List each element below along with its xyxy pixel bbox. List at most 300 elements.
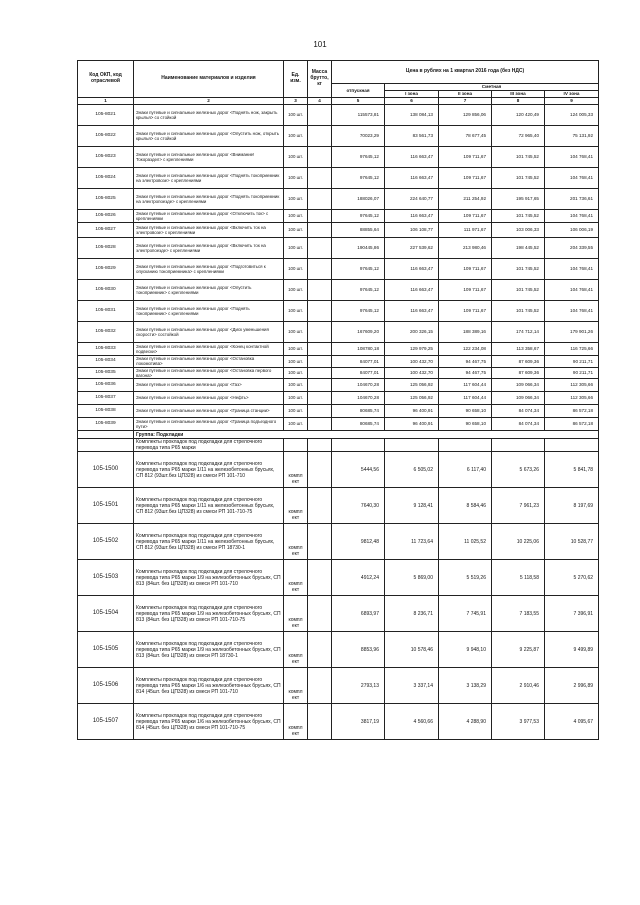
group-title: Группа: Подкладки [134,431,599,439]
price-release: 104670,28 [332,379,385,392]
price-zone-3: 2 910,46 [492,668,545,704]
table-row [78,210,599,223]
item-unit: компл ект [284,488,308,524]
table-row [78,280,599,301]
price-zone-1: 138 084,13 [385,105,439,126]
item-code: 105-8032 [78,322,134,343]
item-name: Знаки путевые и сигнальные железных дорог <Подготовиться к опусканию токоприемника> с креплениями [134,259,284,280]
column-number: 4 [308,98,332,105]
item-code: 105-8034 [78,356,134,368]
price-zone-2: 7 745,91 [439,596,492,632]
item-unit: компл ект [284,704,308,740]
group-intro: Комплекты прокладок под подкладки для стрелочного перевода типа Р65 марки [134,439,284,452]
price-zone-3: 101 745,52 [492,280,545,301]
item-code: 105-1504 [78,596,134,632]
item-name: Знаки путевые и сигнальные железных дорог <Опустить нож, открыть крылья> со стойкой [134,126,284,147]
item-mass [308,356,332,368]
item-code: 105-8021 [78,105,134,126]
header-zone-1: I зона [385,91,439,98]
price-zone-4: 7 396,91 [545,596,599,632]
item-unit: 100 шт. [284,322,308,343]
price-release: 190445,86 [332,238,385,259]
item-unit: 100 шт. [284,210,308,223]
column-number: 6 [385,98,439,105]
price-zone-2: 109 711,67 [439,301,492,322]
column-number: 8 [492,98,545,105]
price-zone-3: 5 118,58 [492,560,545,596]
item-code: 105-8025 [78,189,134,210]
item-unit: 100 шт. [284,280,308,301]
price-zone-2: 109 711,67 [439,210,492,223]
item-name: Знаки путевые и сигнальные железных дорог <Отключить ток> с креплениями [134,210,284,223]
item-mass [308,488,332,524]
price-release: 6893,97 [332,596,385,632]
item-code: 105-8026 [78,210,134,223]
item-unit: 100 шт. [284,189,308,210]
price-zone-3: 101 745,52 [492,259,545,280]
table-row [78,168,599,189]
price-table-sheet [77,60,598,740]
price-zone-3: 101 745,52 [492,147,545,168]
item-code: 105-8023 [78,147,134,168]
item-code: 105-8027 [78,223,134,238]
item-code: 105-1505 [78,632,134,668]
price-zone-1: 200 326,15 [385,322,439,343]
item-unit: 100 шт. [284,356,308,368]
item-unit: 100 шт. [284,259,308,280]
table-cell [492,439,545,452]
table-cell [332,439,385,452]
price-release: 5444,56 [332,452,385,488]
header-mass: Масса брутто, кг [308,61,332,98]
price-zone-1: 227 539,62 [385,238,439,259]
price-zone-3: 7 183,55 [492,596,545,632]
item-code: 105-8033 [78,343,134,356]
price-zone-2: 94 467,75 [439,356,492,368]
item-mass [308,405,332,418]
price-zone-2: 90 658,10 [439,405,492,418]
table-row [78,392,599,405]
table-row [78,356,599,368]
header-name: Наименование материалов и изделия [134,61,284,98]
price-release: 70023,29 [332,126,385,147]
item-unit: 100 шт. [284,168,308,189]
item-code: 105-1503 [78,560,134,596]
price-release: 2793,13 [332,668,385,704]
price-zone-2: 109 711,67 [439,280,492,301]
table-row [78,405,599,418]
item-unit: компл ект [284,596,308,632]
item-mass [308,452,332,488]
page-number: 101 [313,40,327,49]
item-mass [308,168,332,189]
price-zone-2: 109 711,67 [439,259,492,280]
price-zone-2: 3 138,29 [439,668,492,704]
price-zone-1: 116 663,47 [385,147,439,168]
price-zone-2: 109 711,67 [439,147,492,168]
column-number: 5 [332,98,385,105]
header-zone-3: III зона [492,91,545,98]
price-zone-3: 3 977,53 [492,704,545,740]
table-cell [284,439,308,452]
item-mass [308,560,332,596]
item-mass [308,280,332,301]
price-zone-4: 112 305,66 [545,392,599,405]
item-mass [308,524,332,560]
price-zone-4: 201 736,61 [545,189,599,210]
item-mass [308,105,332,126]
price-zone-1: 83 561,73 [385,126,439,147]
table-row [78,126,599,147]
item-code: 105-8035 [78,367,134,379]
price-zone-3: 113 358,67 [492,343,545,356]
table-row [78,105,599,126]
price-release: 104670,28 [332,392,385,405]
price-zone-1: 116 663,47 [385,210,439,223]
price-zone-3: 109 066,34 [492,392,545,405]
price-zone-1: 9 128,41 [385,488,439,524]
item-name: Знаки путевые и сигнальные железных дорог <Включить ток на электропоезде> с креплениями [134,238,284,259]
item-unit: 100 шт. [284,105,308,126]
table-cell [308,439,332,452]
price-release: 84077,01 [332,356,385,368]
item-name: Знаки путевые и сигнальные железных дорог <Газ> [134,379,284,392]
price-zone-4: 104 768,41 [545,301,599,322]
price-zone-4: 2 996,89 [545,668,599,704]
item-code: 105-1506 [78,668,134,704]
price-zone-3: 72 965,40 [492,126,545,147]
column-number: 3 [284,98,308,105]
item-name: Комплекты прокладок под подкладки для стрелочного перевода типа Р65 марки 1/9 на железобетонных брусьях, СП 813 (84шт. без ЦП328) из смеси РП 101-710 [134,560,284,596]
item-code: 105-8039 [78,418,134,431]
price-zone-1: 116 663,47 [385,301,439,322]
item-mass [308,418,332,431]
item-name: Комплекты прокладок под подкладки для стрелочного перевода типа Р65 марки 1/11 на железобетонных брусьях, СП 812 (93шт.без ЦП328) из смеси РП 18730-1 [134,524,284,560]
header-code: Код ОКП, код отраслевой [78,61,134,98]
item-mass [308,668,332,704]
item-name: Знаки путевые и сигнальные железных дорог <Диск уменьшения скорости> состойкой [134,322,284,343]
item-mass [308,189,332,210]
item-unit: компл ект [284,452,308,488]
price-zone-2: 90 658,10 [439,418,492,431]
price-zone-3: 87 609,36 [492,356,545,368]
item-code: 105-8028 [78,238,134,259]
table-row [78,238,599,259]
price-release: 188026,07 [332,189,385,210]
price-release: 97645,12 [332,301,385,322]
price-zone-3: 10 225,06 [492,524,545,560]
price-zone-3: 174 712,14 [492,322,545,343]
price-zone-4: 179 901,26 [545,322,599,343]
item-unit: 100 шт. [284,392,308,405]
column-number: 1 [78,98,134,105]
item-name: Комплекты прокладок под подкладки для стрелочного перевода типа Р65 марки 1/6 на железобетонных брусьях, СП 814 (45шт. без ЦП328) из смеси РП 101-710-75 [134,704,284,740]
item-mass [308,210,332,223]
item-name: Знаки путевые и сигнальные железных дорог <Остановка локомотива> [134,356,284,368]
price-release: 88855,64 [332,223,385,238]
item-code: 105-1501 [78,488,134,524]
item-code: 105-8024 [78,168,134,189]
price-zone-2: 5 519,26 [439,560,492,596]
item-mass [308,379,332,392]
table-row [78,632,599,668]
price-release: 97645,12 [332,210,385,223]
price-zone-4: 104 768,41 [545,210,599,223]
price-zone-1: 11 723,64 [385,524,439,560]
table-cell [545,439,599,452]
price-zone-4: 116 725,66 [545,343,599,356]
column-number: 2 [134,98,284,105]
price-zone-4: 90 211,71 [545,356,599,368]
price-zone-4: 10 528,77 [545,524,599,560]
price-release: 80685,74 [332,405,385,418]
table-row [78,322,599,343]
price-zone-4: 204 339,55 [545,238,599,259]
item-name: Знаки путевые и сигнальные железных дорог <Остановка первого вагона> [134,367,284,379]
item-name: Комплекты прокладок под подкладки для стрелочного перевода типа Р65 марки 1/11 на железобетонных брусьях, СП 812 (93шт.без ЦП328) из смеси РП 101-710 [134,452,284,488]
table-row [78,596,599,632]
price-release: 97645,12 [332,259,385,280]
column-number: 7 [439,98,492,105]
item-name: Знаки путевые и сигнальные железных дорог <Поднять токоприемник на электровозе> с креплениями [134,168,284,189]
table-row [78,704,599,740]
price-zone-1: 125 056,92 [385,379,439,392]
item-unit: 100 шт. [284,223,308,238]
price-release: 97645,12 [332,168,385,189]
price-zone-1: 4 560,66 [385,704,439,740]
item-unit: компл ект [284,632,308,668]
price-release: 4912,24 [332,560,385,596]
item-unit: 100 шт. [284,343,308,356]
item-name: Знаки путевые и сигнальные железных дорог <Нефть> [134,392,284,405]
item-name: Знаки путевые и сигнальные железных дорог <Внимание! Токораздел> с креплениями [134,147,284,168]
price-zone-1: 10 578,46 [385,632,439,668]
item-unit: 100 шт. [284,147,308,168]
table-row [78,488,599,524]
price-zone-4: 112 305,66 [545,379,599,392]
item-code: 105-1500 [78,452,134,488]
table-row [78,259,599,280]
price-zone-2: 188 389,16 [439,322,492,343]
item-name: Знаки путевые и сигнальные железных дорог <Конец контактной подвески> [134,343,284,356]
price-zone-3: 101 745,52 [492,210,545,223]
item-name: Знаки путевые и сигнальные железных дорог <Поднять токоприемник> с креплениями [134,301,284,322]
price-release: 115573,81 [332,105,385,126]
header-estimate: Сметная [385,84,599,91]
item-name: Знаки путевые и сигнальные железных дорог <Включить ток на электровозе> с креплениями [134,223,284,238]
price-release: 97645,12 [332,280,385,301]
price-zone-1: 116 663,47 [385,280,439,301]
item-mass [308,259,332,280]
price-release: 80685,74 [332,418,385,431]
group-section [78,431,599,452]
price-zone-4: 104 768,41 [545,168,599,189]
item-unit: 100 шт. [284,367,308,379]
item-mass [308,632,332,668]
price-zone-4: 5 841,78 [545,452,599,488]
item-mass [308,301,332,322]
header-price-group: Цена в рублях на 1 квартал 2016 года (без НДС) [332,61,599,84]
item-mass [308,126,332,147]
table-row [78,223,599,238]
price-release: 97645,12 [332,147,385,168]
price-table [77,60,599,740]
price-zone-2: 94 467,75 [439,367,492,379]
price-release: 8853,96 [332,632,385,668]
price-zone-2: 109 711,67 [439,168,492,189]
price-release: 7640,30 [332,488,385,524]
item-name: Знаки путевые и сигнальные железных дорог <Поднять нож, закрыть крылья> со стойкой [134,105,284,126]
item-unit: 100 шт. [284,238,308,259]
price-zone-2: 6 117,40 [439,452,492,488]
price-zone-1: 224 640,77 [385,189,439,210]
item-name: Комплекты прокладок под подкладки для стрелочного перевода типа Р65 марки 1/9 на железобетонных брусьях, СП 813 (84шт. без ЦП328) из смеси РП 101-710-75 [134,596,284,632]
item-mass [308,392,332,405]
item-mass [308,367,332,379]
price-zone-3: 84 074,34 [492,405,545,418]
item-unit: компл ект [284,560,308,596]
table-row [78,668,599,704]
price-zone-2: 11 025,52 [439,524,492,560]
item-unit: 100 шт. [284,405,308,418]
sign-rows [78,105,599,431]
table-row [78,524,599,560]
price-zone-1: 6 505,02 [385,452,439,488]
price-zone-3: 195 917,65 [492,189,545,210]
price-zone-2: 122 234,08 [439,343,492,356]
group-code-cell [78,431,134,439]
item-unit: 100 шт. [284,301,308,322]
item-unit: 100 шт. [284,418,308,431]
table-row [78,379,599,392]
item-name: Комплекты прокладок под подкладки для стрелочного перевода типа Р65 марки 1/9 на железобетонных брусьях, СП 813 (84шт. без ЦП328) из смеси РП 18730-1 [134,632,284,668]
table-row [78,452,599,488]
item-code: 105-8036 [78,379,134,392]
price-zone-1: 96 400,91 [385,418,439,431]
item-mass [308,322,332,343]
price-zone-4: 86 572,18 [545,405,599,418]
item-mass [308,223,332,238]
price-zone-3: 198 445,52 [492,238,545,259]
header-zone-4: IV зона [545,91,599,98]
price-zone-2: 117 604,44 [439,379,492,392]
price-zone-3: 87 609,36 [492,367,545,379]
table-row [78,147,599,168]
price-zone-4: 104 768,41 [545,147,599,168]
item-unit: 100 шт. [284,126,308,147]
price-zone-3: 101 745,52 [492,301,545,322]
price-zone-4: 75 131,92 [545,126,599,147]
price-zone-2: 129 856,06 [439,105,492,126]
item-name: Знаки путевые и сигнальные железных дорог <Граница подъездного пути> [134,418,284,431]
item-name: Комплекты прокладок под подкладки для стрелочного перевода типа Р65 марки 1/11 на железобетонных брусьях, СП 812 (93шт.без ЦП328) из смеси РП 101-710-75 [134,488,284,524]
price-zone-2: 78 677,45 [439,126,492,147]
header-zone-2: II зона [439,91,492,98]
price-zone-3: 9 225,87 [492,632,545,668]
item-code: 105-8038 [78,405,134,418]
price-zone-4: 124 005,33 [545,105,599,126]
price-zone-3: 101 745,52 [492,168,545,189]
item-code: 105-1507 [78,704,134,740]
price-zone-2: 4 288,90 [439,704,492,740]
price-zone-3: 5 673,26 [492,452,545,488]
price-zone-1: 96 400,91 [385,405,439,418]
item-code: 105-8031 [78,301,134,322]
item-unit: 100 шт. [284,379,308,392]
price-release: 108780,18 [332,343,385,356]
price-release: 84077,01 [332,367,385,379]
price-zone-4: 5 270,62 [545,560,599,596]
item-name: Знаки путевые и сигнальные железных дорог <Поднять токоприемник на электропоезде> с креплениями [134,189,284,210]
price-zone-1: 125 056,92 [385,392,439,405]
header-unit: Ед. изм. [284,61,308,98]
table-row [78,367,599,379]
table-row [78,301,599,322]
price-zone-1: 116 663,47 [385,259,439,280]
pad-rows [78,452,599,740]
price-zone-3: 7 961,23 [492,488,545,524]
item-mass [308,704,332,740]
price-zone-4: 4 095,67 [545,704,599,740]
column-number: 9 [545,98,599,105]
price-zone-4: 106 006,19 [545,223,599,238]
price-zone-4: 8 197,69 [545,488,599,524]
price-zone-3: 109 066,34 [492,379,545,392]
price-zone-3: 84 074,34 [492,418,545,431]
price-release: 167609,20 [332,322,385,343]
item-mass [308,596,332,632]
price-zone-1: 100 432,70 [385,367,439,379]
price-zone-3: 103 006,33 [492,223,545,238]
item-name: Знаки путевые и сигнальные железных дорог <Опустить токоприемник> с креплениями [134,280,284,301]
price-zone-4: 104 768,41 [545,280,599,301]
price-zone-1: 100 432,70 [385,356,439,368]
price-zone-2: 8 584,46 [439,488,492,524]
price-zone-2: 211 254,92 [439,189,492,210]
price-zone-1: 129 979,25 [385,343,439,356]
price-zone-2: 213 980,46 [439,238,492,259]
item-unit: компл ект [284,524,308,560]
price-zone-1: 106 108,77 [385,223,439,238]
price-zone-1: 5 869,00 [385,560,439,596]
price-zone-2: 111 971,67 [439,223,492,238]
item-code: 105-8022 [78,126,134,147]
item-mass [308,343,332,356]
item-name: Знаки путевые и сигнальные железных дорог <Граница станции> [134,405,284,418]
item-mass [308,147,332,168]
item-code: 105-8029 [78,259,134,280]
header-release: отпускная [332,84,385,98]
price-zone-1: 116 663,47 [385,168,439,189]
item-code: 105-1502 [78,524,134,560]
price-zone-1: 3 337,14 [385,668,439,704]
table-row [78,189,599,210]
item-unit: компл ект [284,668,308,704]
price-zone-4: 9 499,89 [545,632,599,668]
item-name: Комплекты прокладок под подкладки для стрелочного перевода типа Р65 марки 1/6 на железобетонных брусьях, СП 814 (45шт. без ЦП328) из смеси РП 101-710 [134,668,284,704]
item-code: 105-8037 [78,392,134,405]
price-release: 9812,48 [332,524,385,560]
price-zone-4: 86 572,18 [545,418,599,431]
table-row [78,418,599,431]
price-zone-1: 8 236,71 [385,596,439,632]
price-zone-2: 9 948,10 [439,632,492,668]
table-cell [385,439,439,452]
item-code: 105-8030 [78,280,134,301]
price-zone-4: 90 211,71 [545,367,599,379]
price-zone-3: 120 420,49 [492,105,545,126]
table-cell [439,439,492,452]
